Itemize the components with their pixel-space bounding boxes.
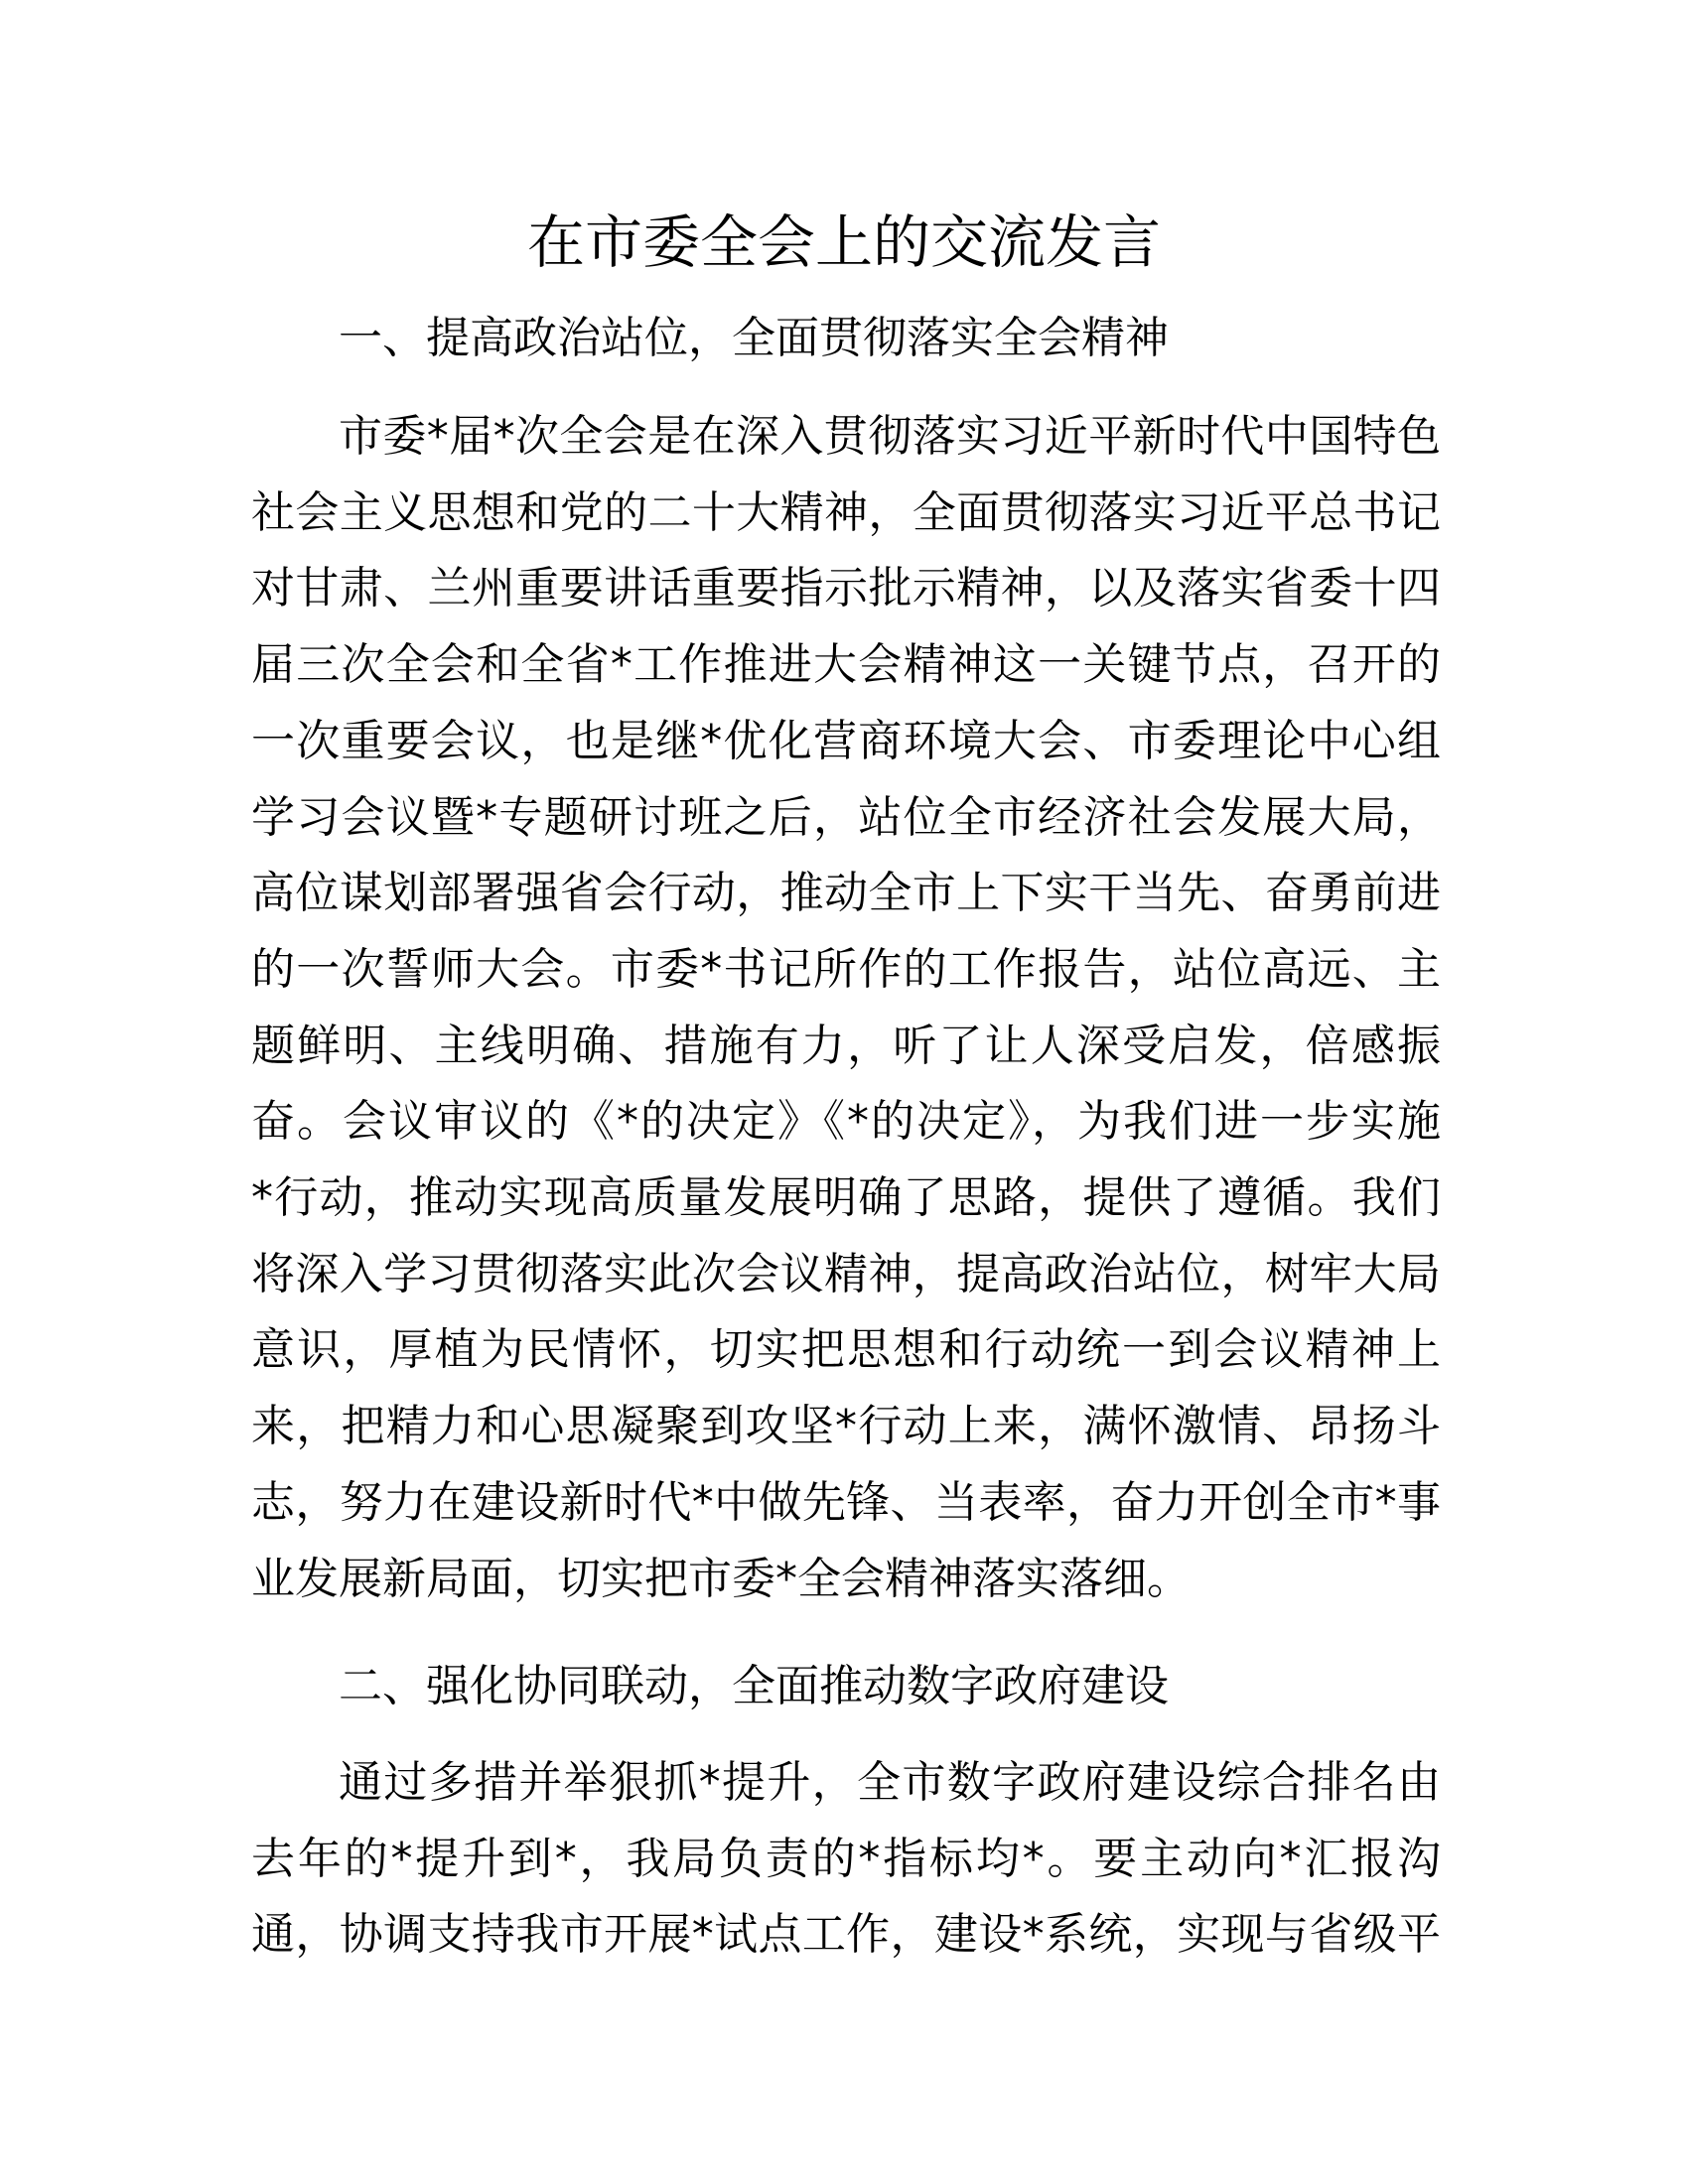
text-line: 高位谋划部署强省会行动，推动全市上下实干当先、奋勇前进 (251, 868, 1441, 919)
text-line: 通过多措并举狠抓*提升，全市数字政府建设综合排名由 (339, 1757, 1441, 1808)
text-line: 对甘肃、兰州重要讲话重要指示批示精神，以及落实省委十四 (251, 563, 1441, 614)
text-line: 社会主义思想和党的二十大精神，全面贯彻落实习近平总书记 (251, 486, 1441, 538)
text-line: 去年的*提升到*，我局负责的*指标均*。要主动向*汇报沟 (251, 1833, 1441, 1884)
text-line: *行动，推动实现高质量发展明确了思路，提供了遵循。我们 (251, 1172, 1441, 1223)
section-heading-1: 一、提高政治站位，全面贯彻落实全会精神 (339, 313, 1169, 363)
text-line: 来，把精力和心思凝聚到攻坚*行动上来，满怀激情、昂扬斗 (251, 1401, 1441, 1452)
document-title: 在市委全会上的交流发言 (526, 208, 1161, 276)
text-line: 将深入学习贯彻落实此次会议精神，提高政治站位，树牢大局 (251, 1248, 1441, 1299)
text-line: 志，努力在建设新时代*中做先锋、当表率，奋力开创全市*事 (251, 1476, 1441, 1528)
text-line: 业发展新局面，切实把市委*全会精神落实落细。 (251, 1553, 1191, 1604)
text-line: 通，协调支持我市开展*试点工作，建设*系统，实现与省级平 (251, 1909, 1441, 1961)
text-line: 奋。会议审议的《*的决定》《*的决定》，为我们进一步实施 (251, 1096, 1441, 1148)
section-heading-2: 二、强化协同联动，全面推动数字政府建设 (339, 1661, 1169, 1711)
text-line: 市委*届*次全会是在深入贯彻落实习近平新时代中国特色 (339, 411, 1441, 462)
text-line: 学习会议暨*专题研讨班之后，站位全市经济社会发展大局， (251, 791, 1441, 843)
text-line: 届三次全会和全省*工作推进大会精神这一关键节点，召开的 (251, 639, 1441, 691)
text-line: 的一次誓师大会。市委*书记所作的工作报告，站位高远、主 (251, 943, 1441, 995)
text-line: 题鲜明、主线明确、措施有力，听了让人深受启发，倍感振 (251, 1020, 1441, 1071)
text-line: 一次重要会议，也是继*优化营商环境大会、市委理论中心组 (251, 715, 1441, 766)
text-line: 意识，厚植为民情怀，切实把思想和行动统一到会议精神上 (251, 1324, 1441, 1376)
